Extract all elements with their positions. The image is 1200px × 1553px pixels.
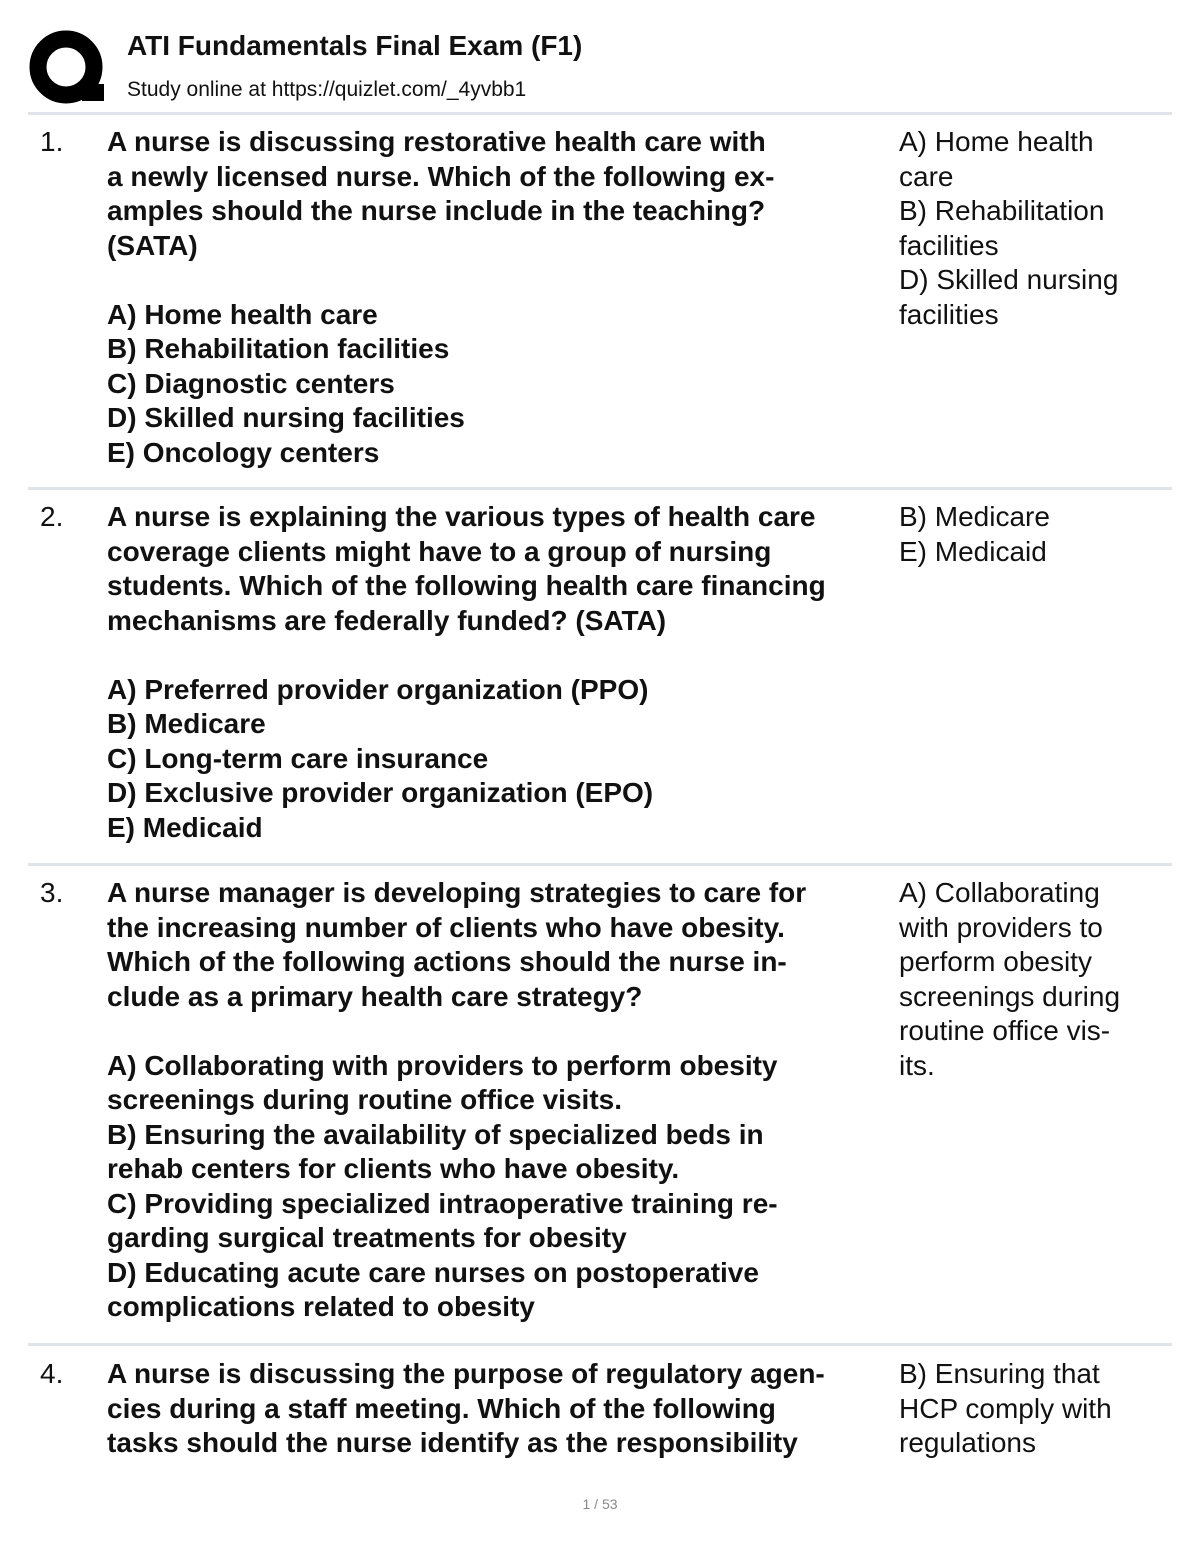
question-line: (SATA) — [107, 229, 198, 261]
question-number: 4. — [40, 1358, 64, 1389]
option-line: garding surgical treatments for obesity — [107, 1222, 627, 1253]
question-line: students. Which of the following health care financing — [107, 570, 826, 601]
answer-text — [899, 500, 1171, 569]
question-line: a newly licensed nurse. Which of the following ex- — [107, 160, 775, 192]
answer-line: regulations — [899, 1427, 1036, 1458]
question-text — [107, 125, 897, 470]
answer-line: E) Medicaid — [899, 535, 1047, 567]
answer-line: its. — [899, 1049, 935, 1081]
question-line: the increasing number of clients who have obesity. — [107, 911, 785, 943]
question-line: A nurse is explaining the various types of health care — [107, 501, 816, 532]
question-line: A nurse is discussing the purpose of regulatory agen- — [107, 1358, 825, 1389]
question-line: cies during a staff meeting. Which of the following — [107, 1392, 776, 1424]
option-line: D) Skilled nursing facilities — [107, 402, 465, 433]
answer-line: B) Ensuring that — [899, 1358, 1100, 1389]
study-link-text: Study online at https://quizlet.com/_4yvbb1 — [127, 78, 527, 101]
page-title: ATI Fundamentals Final Exam (F1) — [127, 30, 583, 61]
question-line: A nurse manager is developing strategies to care for — [107, 877, 807, 908]
option-line: D) Educating acute care nurses on postoperative — [107, 1256, 759, 1288]
question-line: A nurse is discussing restorative health care with — [107, 126, 766, 157]
question-number: 2. — [40, 501, 64, 532]
answer-line: screenings during — [899, 980, 1121, 1012]
answer-line: routine office vis- — [899, 1015, 1111, 1046]
option-line: E) Medicaid — [107, 811, 263, 843]
question-text — [107, 1357, 897, 1461]
option-line: C) Diagnostic centers — [107, 367, 395, 399]
option-line: screenings during routine office visits. — [107, 1084, 622, 1115]
answer-text — [899, 125, 1171, 332]
question-line: clude as a primary health care strategy? — [107, 980, 643, 1012]
answer-line: B) Rehabilitation — [899, 195, 1105, 226]
option-line: B) Rehabilitation facilities — [107, 333, 450, 364]
question-number: 3. — [40, 877, 64, 908]
answer-line: D) Skilled nursing — [899, 264, 1119, 295]
question-text — [107, 876, 897, 1325]
divider — [28, 1343, 1172, 1346]
option-line: D) Exclusive provider organization (EPO) — [107, 777, 654, 808]
question-line: Which of the following actions should the nurse in- — [107, 946, 787, 977]
answer-line: B) Medicare — [899, 501, 1050, 532]
divider — [28, 487, 1172, 490]
question-line: coverage clients might have to a group of nursing — [107, 535, 772, 567]
option-line: C) Providing specialized intraoperative training re- — [107, 1187, 778, 1219]
question-line: amples should the nurse include in the teaching? — [107, 195, 766, 226]
quizlet-logo-icon — [28, 30, 108, 106]
option-line: complications related to obesity — [107, 1291, 535, 1322]
answer-line: perform obesity — [899, 946, 1092, 977]
question-line: tasks should the nurse identify as the responsibility — [107, 1427, 798, 1458]
question-line: mechanisms are federally funded? (SATA) — [107, 604, 667, 636]
answer-line: facilities — [899, 298, 999, 330]
answer-line: facilities — [899, 229, 999, 261]
answer-line: HCP comply with — [899, 1392, 1112, 1424]
answer-line: A) Collaborating — [899, 877, 1100, 908]
option-line: A) Home health care — [107, 298, 378, 330]
divider — [28, 112, 1172, 115]
option-line: E) Oncology centers — [107, 436, 380, 468]
option-line: rehab centers for clients who have obesity. — [107, 1153, 680, 1184]
answer-line: care — [899, 160, 954, 192]
option-line: A) Collaborating with providers to perform obesity — [107, 1049, 778, 1081]
answer-text — [899, 1357, 1171, 1461]
option-line: C) Long-term care insurance — [107, 742, 489, 774]
question-text — [107, 500, 897, 845]
divider — [28, 863, 1172, 866]
answer-line: with providers to — [899, 911, 1103, 943]
question-number: 1. — [40, 126, 64, 157]
option-line: B) Ensuring the availability of specialized beds in — [107, 1118, 764, 1150]
answer-text — [899, 876, 1171, 1083]
page-indicator: 1 / 53 — [582, 1496, 618, 1512]
option-line: B) Medicare — [107, 708, 266, 739]
answer-line: A) Home health — [899, 126, 1094, 157]
option-line: A) Preferred provider organization (PPO) — [107, 673, 649, 705]
